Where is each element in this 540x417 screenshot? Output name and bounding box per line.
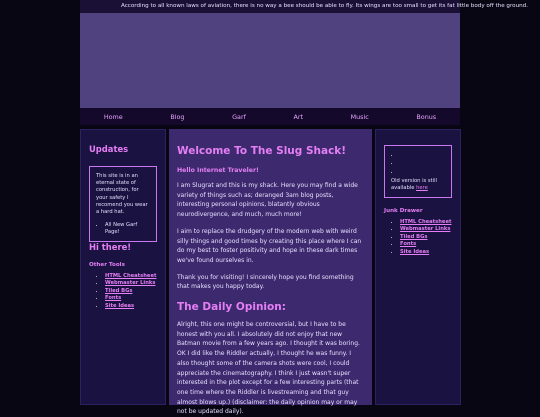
link-fonts[interactable]: Fonts (105, 295, 122, 302)
nav-home[interactable]: Home (103, 112, 123, 121)
page-subtitle: Hello Internet Traveler! (177, 167, 259, 174)
list-item (400, 226, 452, 234)
junk-drawer-heading: Junk Drawer (384, 207, 423, 214)
list-item (400, 152, 444, 160)
main-nav (80, 108, 460, 125)
list-item (400, 169, 444, 177)
list-item (400, 241, 452, 249)
list-item (400, 249, 452, 257)
list-item (105, 295, 157, 303)
link-webmaster-links[interactable]: Webmaster Links (105, 280, 156, 287)
old-version-box (384, 145, 452, 198)
mission-paragraph: I aim to replace the drudgery of the modern web with weird silly things and good times by creating this place where I can do my best to foster positivity and hope in these dark times we've found ourselves in. (177, 227, 362, 264)
intro-paragraph: I am Slugrat and this is my shack. Here you may find a wide variety of things such as; deranged 3am blog posts, interesting personal opinions, blatantly obvious neurodivergence, and much, much more! (177, 182, 358, 219)
nav-blog[interactable]: Blog (170, 112, 185, 121)
list-item (105, 288, 157, 296)
link-site-ideas[interactable]: Site Ideas (400, 248, 430, 255)
link-html-cheatsheet[interactable]: HTML Cheatsheet (105, 272, 157, 279)
list-item (105, 280, 157, 288)
main-content (169, 129, 372, 416)
update-item: • All New Garf Page! (105, 222, 149, 236)
junk-drawer-list (384, 219, 452, 257)
marquee-banner (80, 0, 528, 13)
daily-opinion-text: Alright, this one might be controversial, but I have to be honest with you all. I absolutely did not enjoy that new Batman movie from a few years ago. I thought it was boring. OK I did like the Riddler actually, I thought he was funny. I also thought some of the camera shots were cool, I could appreciate the cinematography. I think I just wasn't super interested in the plot except for a few interesting parts (that one time where the Riddler is livestreaming and that guy almost blows up.) (disclaimer: the daily opinion may or may not be updated daily). (177, 321, 360, 416)
hi-there-heading: Hi there! (89, 241, 132, 252)
other-tools-heading: Other Tools (89, 261, 125, 268)
link-fonts[interactable]: Fonts (400, 241, 417, 248)
link-html-cheatsheet[interactable]: HTML Cheatsheet (400, 218, 452, 225)
construction-notice: This site is in an eternal state of construction, for your safety I recomend you wear a hard hat. (96, 173, 148, 216)
nav-bonus[interactable]: Bonus (416, 112, 437, 121)
link-tiled-bgs[interactable]: Tiled BGs (400, 233, 428, 240)
list-item (105, 303, 157, 311)
old-version-text: Old version is still available (391, 177, 437, 192)
old-version-link[interactable]: here (416, 185, 428, 192)
nav-garf[interactable]: Garf (232, 112, 246, 121)
link-site-ideas[interactable]: Site Ideas (105, 302, 135, 309)
marquee-text: According to all known laws of aviation, there is no way a bee should be able to fly. Its wings are too small to get its fat little body off the ground. (121, 3, 528, 9)
updates-list (96, 222, 149, 236)
list-item (400, 234, 452, 242)
list-item (105, 273, 157, 281)
list-item (400, 160, 444, 168)
left-sidebar (80, 129, 166, 405)
old-version-note (391, 178, 444, 193)
right-bullet-list (391, 152, 444, 177)
link-webmaster-links[interactable]: Webmaster Links (400, 226, 451, 233)
updates-box (89, 166, 157, 242)
header-banner (80, 13, 460, 108)
daily-opinion-heading: The Daily Opinion: (177, 301, 286, 314)
right-sidebar (375, 129, 461, 405)
link-tiled-bgs[interactable]: Tiled BGs (105, 287, 133, 294)
nav-music[interactable]: Music (350, 112, 369, 121)
nav-art[interactable]: Art (293, 112, 303, 121)
list-item (400, 219, 452, 227)
thanks-paragraph: Thank you for visiting! I sincerely hope you find something that makes you happy today. (177, 273, 354, 291)
updates-heading: Updates (89, 144, 129, 154)
page-title: Welcome To The Slug Shack! (177, 145, 347, 157)
other-tools-list (89, 273, 157, 311)
